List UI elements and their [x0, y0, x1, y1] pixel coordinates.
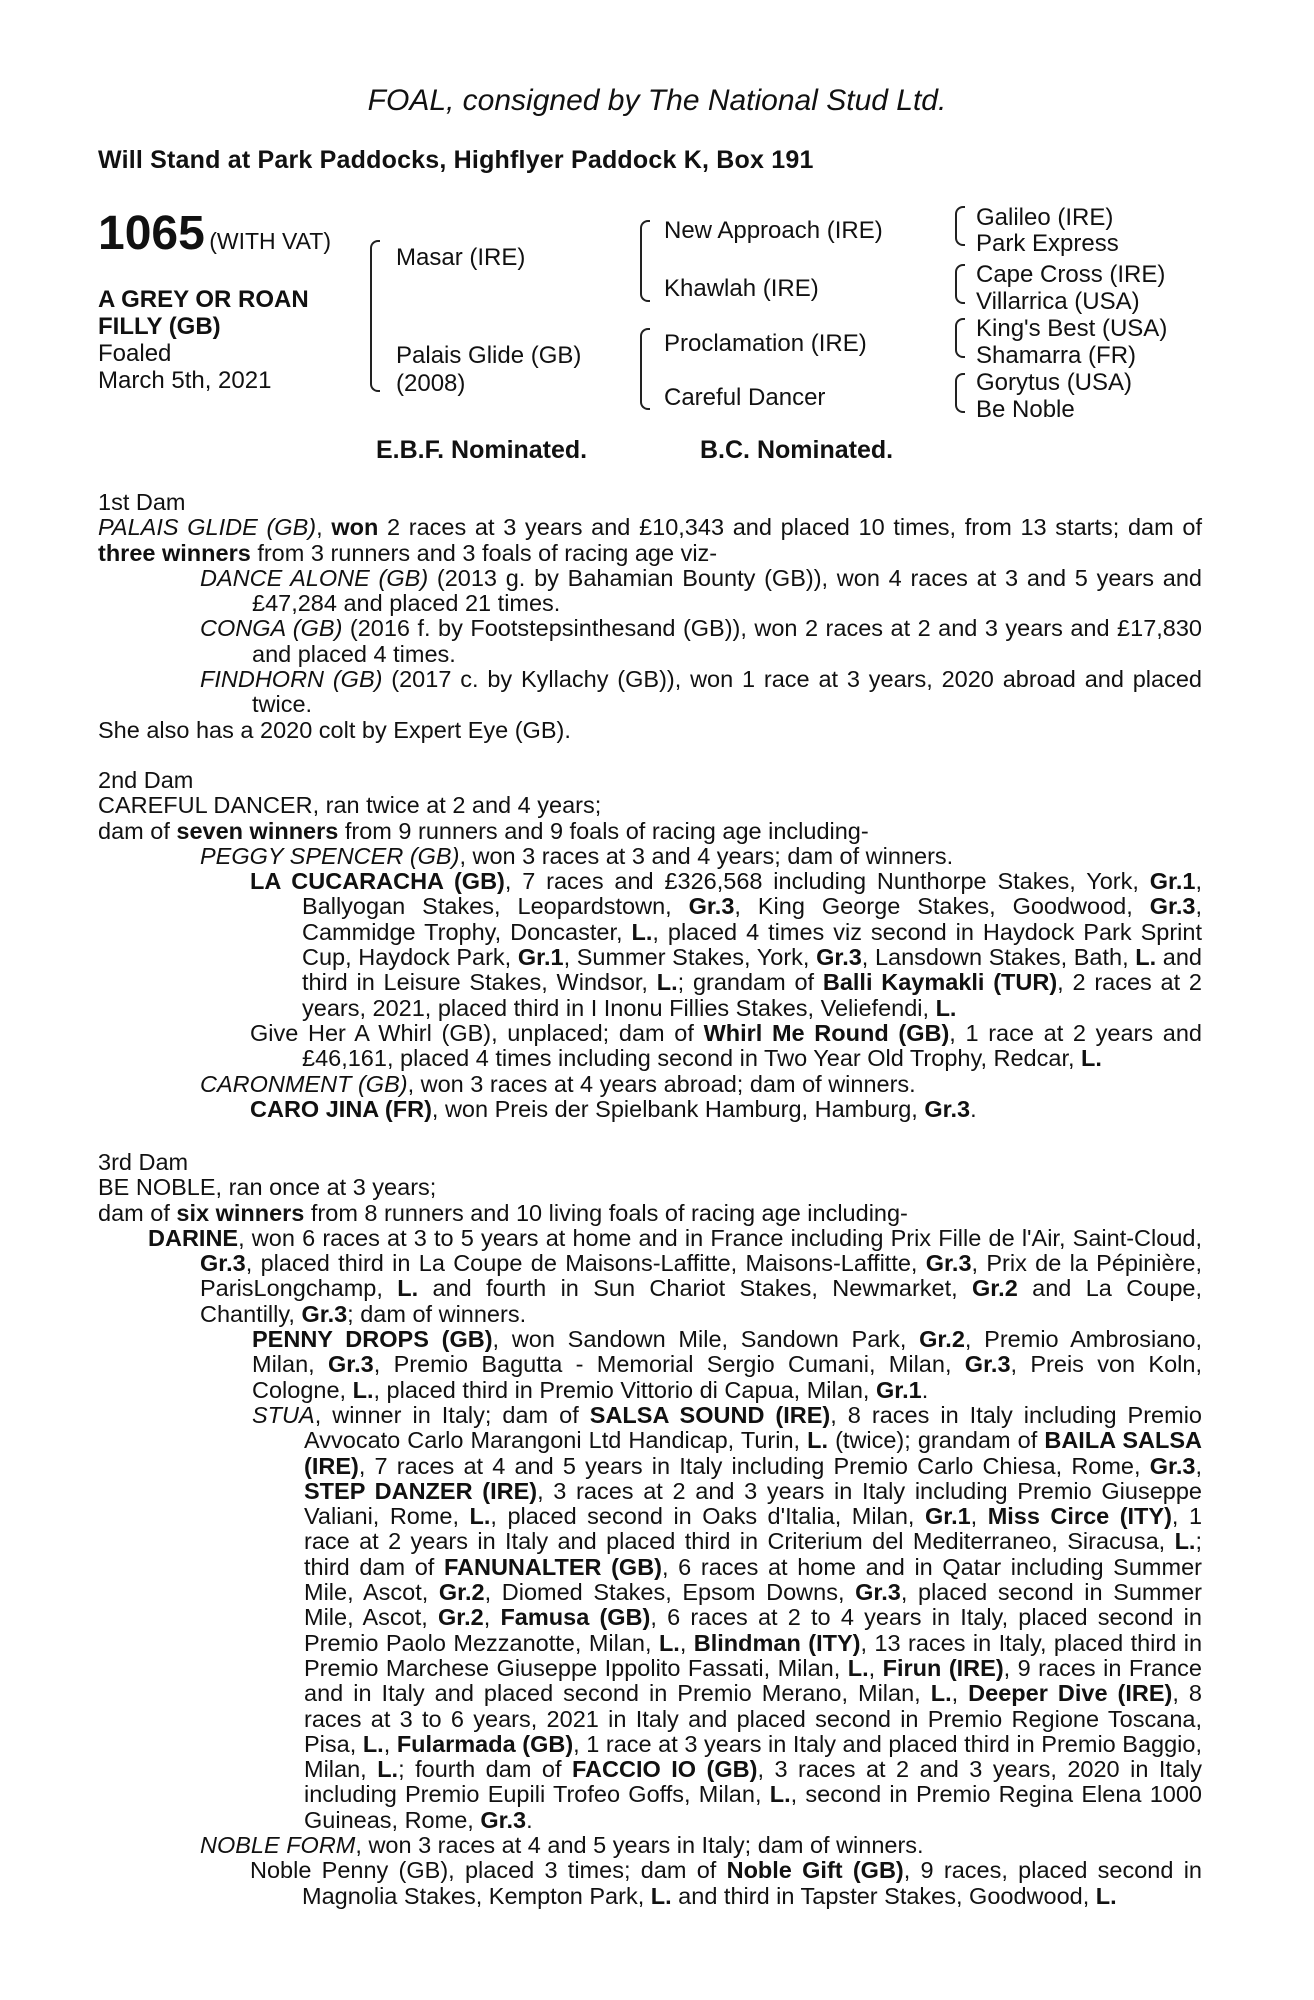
vat-label: (WITH VAT): [209, 228, 332, 254]
brace-gen3-4: [955, 373, 965, 413]
stand-location: Will Stand at Park Paddocks, Highflyer Paddock K, Box 191: [98, 146, 814, 174]
second-dam-line2: dam of seven winners from 9 runners and 9 foals of racing age including-: [98, 817, 869, 844]
entry-give-her-a-whirl: Give Her A Whirl (GB), unplaced; dam of Whirl Me Round (GB), 1 race at 2 years and £46,161, placed 4 times including second in Two Year Old Trophy, Redcar, L.: [250, 1019, 1202, 1072]
third-dam-section: [98, 1150, 1202, 1909]
produce-conga: CONGA (GB) (2016 f. by Footstepsinthesand (GB)), won 2 races at 2 and 3 years and £17,830 and placed 4 times.: [200, 615, 1203, 667]
brace-gen1: [370, 240, 380, 392]
entry-noble-form: NOBLE FORM, won 3 races at 4 and 5 years in Italy; dam of winners.: [200, 1832, 924, 1859]
pedigree-dss: King's Best (USA): [976, 315, 1168, 342]
brace-gen3-2: [955, 264, 965, 304]
lot-number-block: [98, 206, 331, 261]
pedigree-dam-year: (2008): [396, 370, 466, 397]
second-dam-line1: CAREFUL DANCER, ran twice at 2 and 4 years;: [98, 792, 602, 819]
lot-number: 1065: [98, 207, 205, 260]
pedigree-sire-dam: Khawlah (IRE): [664, 275, 819, 302]
entry-caronment: CARONMENT (GB), won 3 races at 4 years abroad; dam of winners.: [200, 1070, 916, 1097]
entry-noble-penny: Noble Penny (GB), placed 3 times; dam of Noble Gift (GB), 9 races, placed second in Magnolia Stakes, Kempton Park, L. and third in Tapster Stakes, Goodwood, L.: [250, 1857, 1202, 1909]
brace-sire-line: [640, 220, 650, 302]
produce-findhorn: FINDHORN (GB) (2017 c. by Kyllachy (GB)), won 1 race at 3 years, 2020 abroad and placed twice.: [200, 666, 1202, 718]
ebf-nomination: E.B.F. Nominated.: [376, 436, 588, 464]
pedigree-sire-sire: New Approach (IRE): [664, 217, 883, 244]
pedigree-dam: Palais Glide (GB): [396, 342, 582, 369]
pedigree-sdd: Villarrica (USA): [976, 288, 1140, 315]
bc-nomination: B.C. Nominated.: [700, 436, 894, 464]
pedigree-dds: Gorytus (USA): [976, 369, 1133, 396]
brace-dam-line: [640, 328, 650, 410]
first-dam-summary: PALAIS GLIDE (GB), won 2 races at 3 years and £10,343 and placed 10 times, from 13 starts; dam of three winners from 3 runners and 3 foals of racing age viz-: [98, 514, 1202, 566]
produce-dance-alone: DANCE ALONE (GB) (2013 g. by Bahamian Bounty (GB)), won 4 races at 3 and 5 years and £47,284 and placed 21 times.: [200, 564, 1202, 617]
pedigree-dsd: Shamarra (FR): [976, 342, 1137, 369]
entry-darine: DARINE, won 6 races at 3 to 5 years at home and in France including Prix Fille de l'Air, Saint-Cloud, Gr.3, placed third in La Coupe de Maisons-Laffitte, Maisons-Laffitte, Gr.3, Prix de la Pépinière, ParisLongchamp, L. and fourth in Sun Chariot Stakes, Newmarket, Gr.2 and La Coupe, Chantilly, Gr.3; dam of winners.: [148, 1224, 1203, 1327]
second-dam-heading: 2nd Dam: [98, 767, 194, 793]
pedigree-sds: Cape Cross (IRE): [976, 261, 1166, 288]
third-dam-line2: dam of six winners from 8 runners and 10 living foals of racing age including-: [98, 1199, 908, 1226]
horse-line-2: FILLY (GB): [98, 313, 221, 340]
horse-line-1: A GREY OR ROAN: [98, 286, 309, 313]
foaled-date: March 5th, 2021: [98, 367, 272, 394]
brace-gen3-3: [955, 318, 965, 358]
foaled-label: Foaled: [98, 340, 172, 367]
entry-peggy-spencer: PEGGY SPENCER (GB), won 3 races at 3 and 4 years; dam of winners.: [200, 842, 954, 869]
first-dam-also: She also has a 2020 colt by Expert Eye (GB).: [98, 716, 571, 743]
entry-caro-jina: CARO JINA (FR), won Preis der Spielbank Hamburg, Hamburg, Gr.3.: [250, 1095, 977, 1122]
pedigree-sire: Masar (IRE): [396, 244, 526, 271]
pedigree-dam-dam: Careful Dancer: [664, 384, 826, 411]
first-dam-section: [98, 490, 1202, 743]
third-dam-heading: 3rd Dam: [98, 1149, 189, 1175]
first-dam-heading: 1st Dam: [98, 489, 186, 515]
third-dam-line1: BE NOBLE, ran once at 3 years;: [98, 1174, 437, 1201]
pedigree-sss: Galileo (IRE): [976, 204, 1114, 231]
pedigree-dam-sire: Proclamation (IRE): [664, 330, 867, 357]
pedigree-ddd: Be Noble: [976, 396, 1075, 423]
consignor-line: FOAL, consigned by The National Stud Ltd.: [367, 84, 947, 117]
entry-la-cucaracha: LA CUCARACHA (GB), 7 races and £326,568 including Nunthorpe Stakes, York, Gr.1, Ballyogan Stakes, Leopardstown, Gr.3, King George Stakes, Goodwood, Gr.3, Cammidge Trophy, Doncaster, L., placed 4 times viz second in Haydock Park Sprint Cup, Haydock Park, Gr.1, Summer Stakes, York, Gr.3, Lansdown Stakes, Bath, L. and third in Leisure Stakes, Windsor, L.; grandam of Balli Kaymakli (TUR), 2 races at 2 years, 2021, placed third in I Inonu Fillies Stakes, Veliefendi, L.: [250, 868, 1202, 1021]
horse-description: [98, 286, 309, 394]
brace-gen3-1: [955, 206, 965, 246]
second-dam-section: [98, 768, 1202, 1122]
pedigree-ssd: Park Express: [976, 230, 1119, 257]
entry-stua: STUA, winner in Italy; dam of SALSA SOUND (IRE), 8 races in Italy including Premio Avvocato Carlo Marangoni Ltd Handicap, Turin, L. (twice); grandam of BAILA SALSA (IRE), 7 races at 4 and 5 years in Italy including Premio Carlo Chiesa, Rome, Gr.3, STEP DANZER (IRE), 3 races at 2 and 3 years in Italy including Premio Giuseppe Valiani, Rome, L., placed second in Oaks d'Italia, Milan, Gr.1, Miss Circe (ITY), 1 race at 2 years in Italy and placed third in Criterium del Mediterraneo, Siracusa, L.; third dam of FANUNALTER (GB), 6 races at home and in Qatar including Summer Mile, Ascot, Gr.2, Diomed Stakes, Epsom Downs, Gr.3, placed second in Summer Mile, Ascot, Gr.2, Famusa (GB), 6 races at 2 to 4 years in Italy, placed second in Premio Paolo Mezzanotte, Milan, L., Blindman (ITY), 13 races in Italy, placed third in Premio Marchese Giuseppe Ippolito Fassati, Milan, L., Firun (IRE), 9 races in France and in Italy and placed second in Premio Merano, Milan, L., Deeper Dive (IRE), 8 races at 3 to 6 years, 2021 in Italy and placed second in Premio Regione Toscana, Pisa, L., Fularmada (GB), 1 race at 3 years in Italy and placed third in Premio Baggio, Milan, L.; fourth dam of FACCIO IO (GB), 3 races at 2 and 3 years, 2020 in Italy including Premio Eupili Trofeo Goffs, Milan, L., second in Premio Regina Elena 1000 Guineas, Rome, Gr.3.: [252, 1401, 1203, 1833]
entry-penny-drops: PENNY DROPS (GB), won Sandown Mile, Sandown Park, Gr.2, Premio Ambrosiano, Milan, Gr.3, Premio Bagutta - Memorial Sergio Cumani, Milan, Gr.3, Preis von Koln, Cologne, L., placed third in Premio Vittorio di Capua, Milan, Gr.1.: [252, 1326, 1202, 1403]
